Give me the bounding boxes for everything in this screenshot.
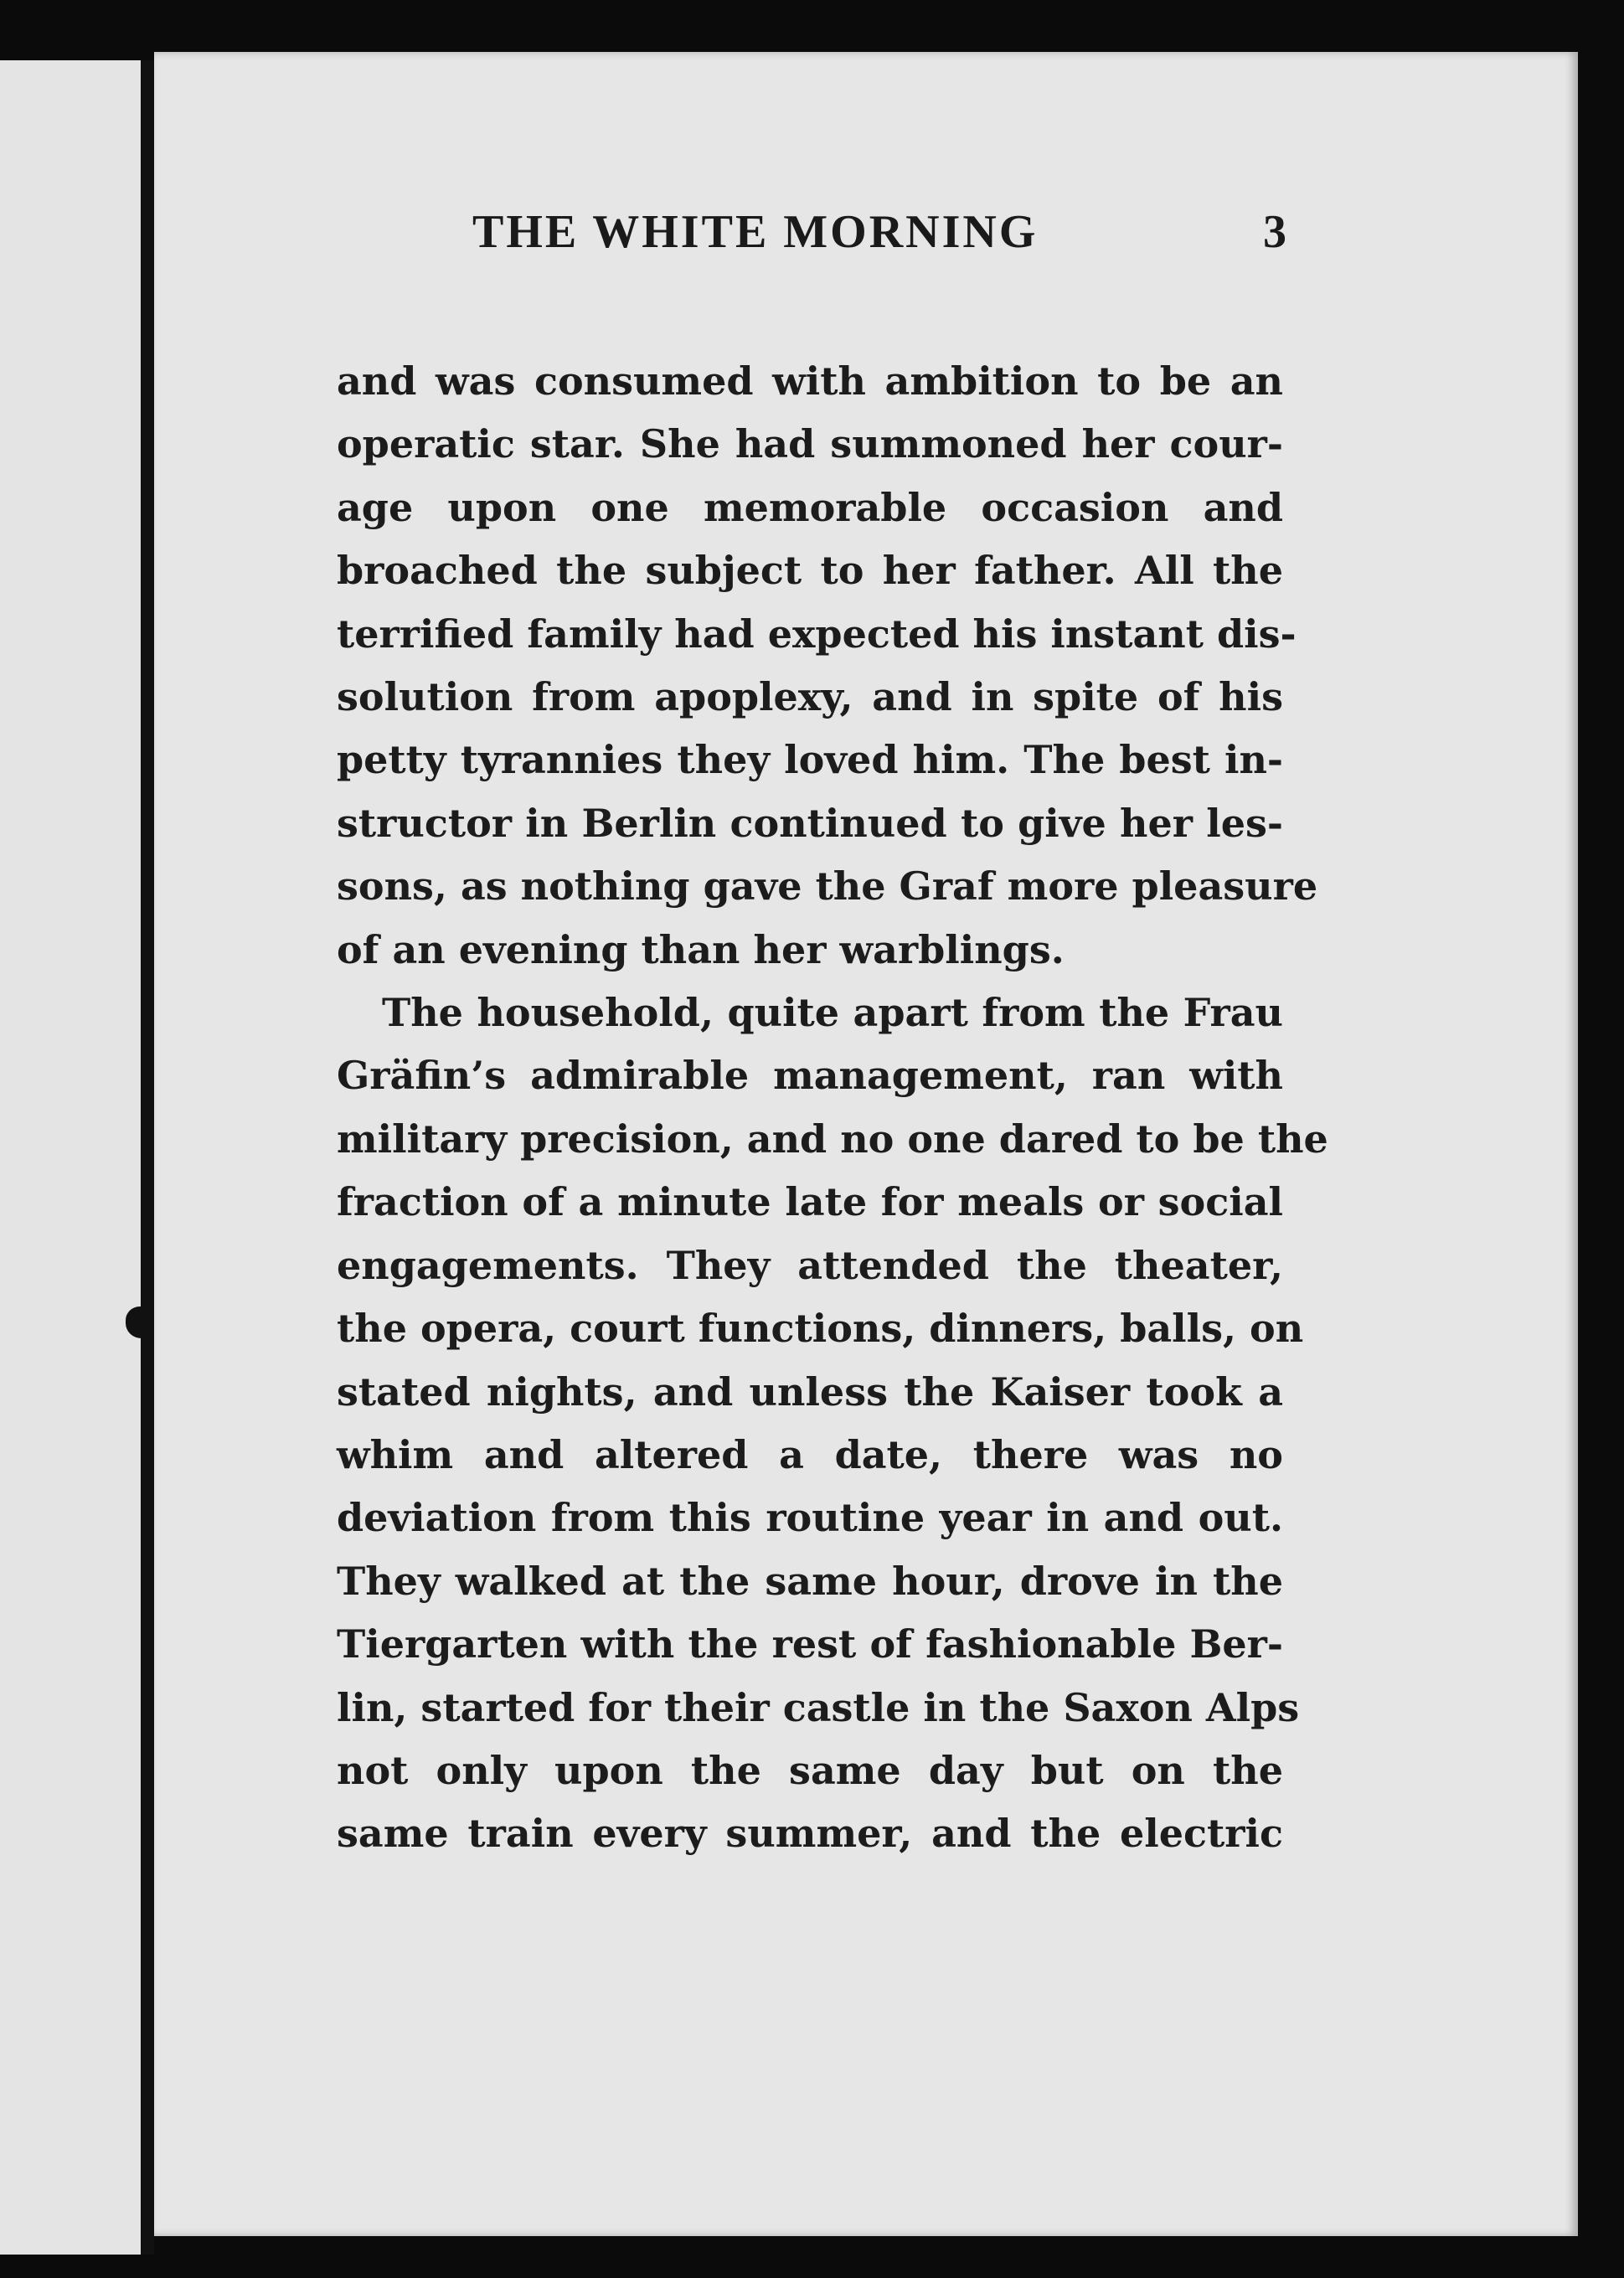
text-line: broached the subject to her father. All the (337, 548, 1283, 594)
text-line: structor in Berlin continued to give her les- (337, 800, 1283, 846)
text-line: same train every summer, and the electric (337, 1811, 1283, 1857)
running-head (183, 205, 1286, 281)
text-line: the opera, court functions, dinners, balls, on (337, 1306, 1304, 1352)
text-line: terrified family had expected his instant dis- (337, 611, 1297, 657)
text-line: solution from apoplexy, and in spite of his (337, 674, 1283, 720)
text-line: whim and altered a date, there was no (337, 1431, 1283, 1477)
text-line: military precision, and no one dared to be the (337, 1116, 1328, 1162)
text-line: petty tyrannies they loved him. The best in- (337, 737, 1283, 783)
text-line: and was consumed with ambition to be an (337, 358, 1283, 404)
text-line: of an evening than her warblings. (337, 926, 1065, 972)
text-line: Gräfin’s admirable management, ran with (337, 1053, 1283, 1099)
text-line: They walked at the same hour, drove in the (337, 1558, 1283, 1604)
text-line: Tiergarten with the rest of fashionable Ber- (337, 1621, 1283, 1667)
facing-page-edge (0, 60, 141, 2255)
text-line: lin, started for their castle in the Saxon Alps (337, 1684, 1300, 1730)
text-line: stated nights, and unless the Kaiser took a (337, 1368, 1283, 1415)
binding-gutter (141, 60, 154, 2255)
text-line: age upon one memorable occasion and (337, 484, 1283, 530)
body-text (337, 350, 1328, 1866)
text-line: not only upon the same day but on the (337, 1747, 1283, 1793)
page-number: 3 (1263, 206, 1286, 258)
paragraph-2 (337, 982, 1328, 1866)
text-line: engagements. They attended the theater, (337, 1242, 1283, 1288)
text-line: fraction of a minute late for meals or social (337, 1179, 1283, 1225)
text-line: sons, as nothing gave the Graf more pleasure (337, 863, 1318, 910)
text-line: deviation from this routine year in and out. (337, 1495, 1283, 1541)
paragraph-1 (337, 350, 1318, 982)
text-line: operatic star. She had summoned her cour- (337, 421, 1283, 467)
running-title: THE WHITE MORNING (472, 206, 1039, 258)
text-line: The household, quite apart from the Frau (382, 990, 1283, 1036)
page-edge-shadow (1578, 52, 1624, 2236)
